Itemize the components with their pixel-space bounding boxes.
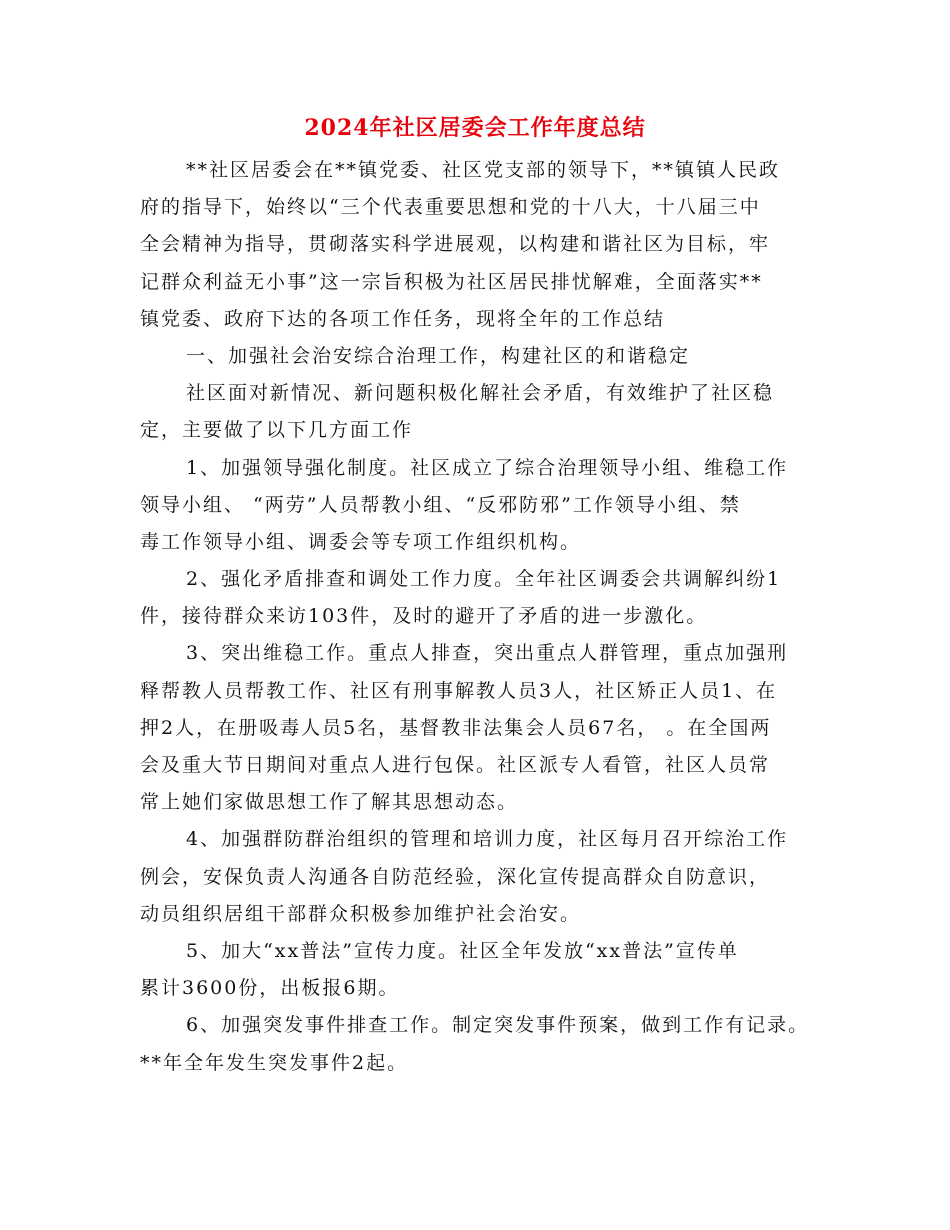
text-line: 1、加强领导强化制度。社区成立了综合治理领导小组、维稳工作 (186, 456, 789, 479)
text-line: 动员组织居组干部群众积极参加维护社会治安。 (140, 902, 582, 925)
text-line: 一、加强社会治安综合治理工作，构建社区的和谐稳定 (186, 344, 691, 367)
text-line: 释帮教人员帮教工作、社区有刑事解教人员3人，社区矫正人员1、在 (140, 679, 778, 702)
document-body (140, 152, 820, 1082)
text-line: 领导小组、 “两劳”人员帮教小组、“反邪防邪”工作领导小组、禁 (140, 493, 741, 516)
text-line: 押2人，在册吸毒人员5名，基督教非法集会人员67名， 。在全国两 (140, 716, 772, 739)
text-line: 记群众利益无小事”这一宗旨积极为社区居民排忧解难，全面落实** (140, 270, 763, 293)
text-line: 镇党委、政府下达的各项工作任务，现将全年的工作总结 (140, 307, 666, 330)
text-line: 常上她们家做思想工作了解其思想动态。 (140, 791, 519, 814)
text-line: 全会精神为指导，贯砌落实科学进展观，以构建和谐社区为目标，牢 (140, 233, 771, 256)
text-line: 府的指导下，始终以“三个代表重要思想和党的十八大，十八届三中 (140, 196, 761, 219)
text-line: 例会，安保负责人沟通各自防范经验，深化宣传提高群众自防意识， (140, 865, 771, 888)
text-line: 2、强化矛盾排查和调处工作力度。全年社区调委会共调解纠纷1 (186, 568, 782, 591)
text-line: **年全年发生突发事件2起。 (140, 1051, 409, 1074)
text-line: **社区居委会在**镇党委、社区党支部的领导下，**镇镇人民政 (186, 159, 781, 181)
text-line: 4、加强群防群治组织的管理和培训力度，社区每月召开综治工作 (186, 828, 789, 851)
text-line: 社区面对新情况、新问题积极化解社会矛盾，有效维护了社区稳 (186, 382, 775, 405)
text-line: 5、加大“xx普法”宣传力度。社区全年发放“xx普法”宣传单 (186, 939, 739, 962)
text-line: 3、突出维稳工作。重点人排查，突出重点人群管理，重点加强刑 (186, 642, 789, 665)
text-line: 件，接待群众来访103件，及时的避开了矛盾的进一步激化。 (140, 605, 708, 628)
document-title: 2024年社区居委会工作年度总结 (304, 115, 646, 141)
text-line: 定，主要做了以下几方面工作 (140, 419, 414, 442)
text-line: 6、加强突发事件排查工作。制定突发事件预案，做到工作有记录。 (186, 1014, 810, 1037)
text-line: 会及重大节日期间对重点人进行包保。社区派专人看管，社区人员常 (140, 754, 771, 776)
text-line: 毒工作领导小组、调委会等专项工作组织机构。 (140, 530, 582, 553)
text-line: 累计3600份，出板报6期。 (140, 977, 400, 1000)
